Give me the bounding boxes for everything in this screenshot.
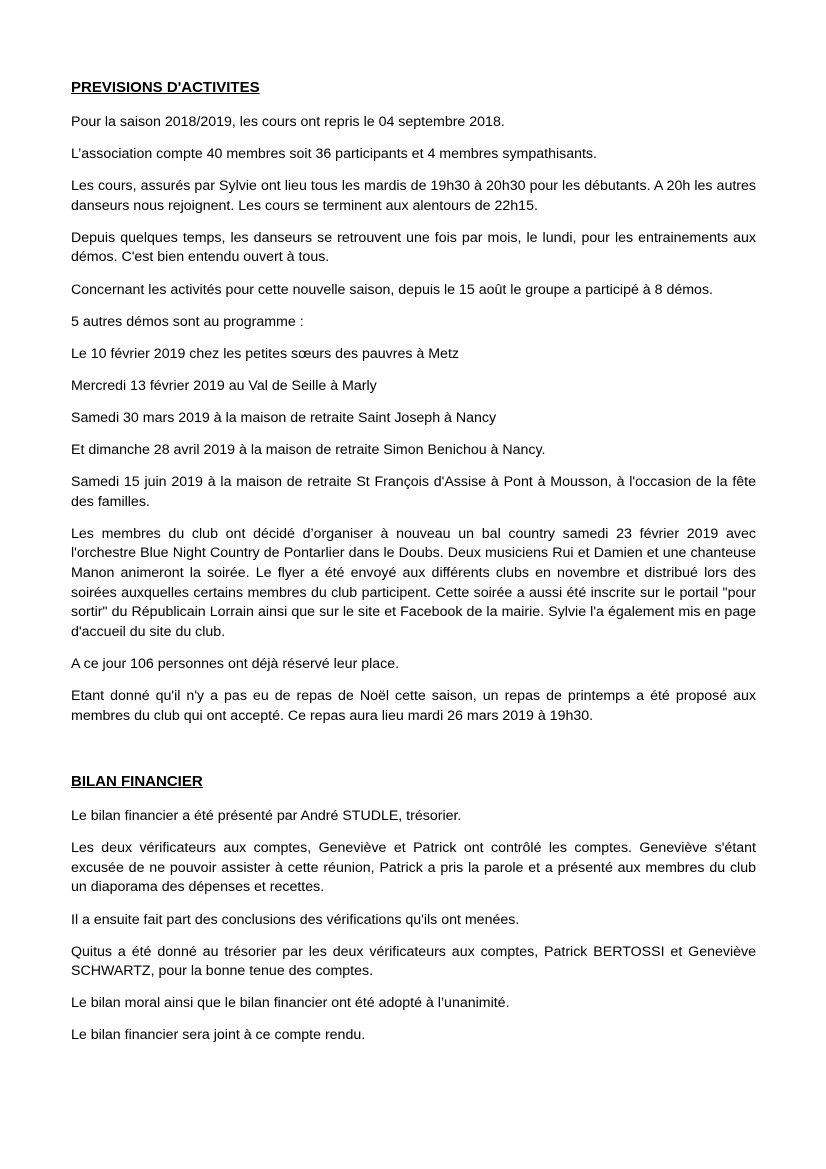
- section-title-bilan-financier: BILAN FINANCIER: [71, 773, 203, 791]
- paragraph: Mercredi 13 février 2019 au Val de Seille à Marly: [71, 377, 377, 394]
- paragraph: Le bilan financier sera joint à ce compte rendu.: [71, 1027, 366, 1044]
- paragraph: Samedi 15 juin 2019 à la maison de retraite St François d'Assise à Pont à Mousson, à l'occasion de la fête des familles.: [71, 474, 756, 510]
- paragraph: Depuis quelques temps, les danseurs se retrouvent une fois par mois, le lundi, pour les entrainements aux démos. C'est bien entendu ouvert à tous.: [71, 229, 756, 266]
- paragraph: Quitus a été donné au trésorier par les deux vérificateurs aux comptes, Patrick BERTOSSI et Geneviève SCHWARTZ, pour la bonne tenue des comptes.: [71, 943, 756, 980]
- section-title-previsions: PREVISIONS D'ACTIVITES: [71, 79, 260, 96]
- paragraph: 5 autres démos sont au programme :: [71, 313, 304, 330]
- paragraph: Le bilan financier a été présenté par André STUDLE, trésorier.: [71, 808, 462, 825]
- paragraph: Concernant les activités pour cette nouvelle saison, depuis le 15 août le groupe a participé à 8 démos.: [71, 281, 713, 298]
- paragraph: Les cours, assurés par Sylvie ont lieu tous les mardis de 19h30 à 20h30 pour les débutants. A 20h les autres danseurs nous rejoignent. Les cours se terminent aux alentours de 22h15.: [71, 178, 756, 214]
- paragraph: A ce jour 106 personnes ont déjà réservé leur place.: [71, 655, 400, 672]
- document-page: [71, 78, 756, 1046]
- paragraph: L’association compte 40 membres soit 36 participants et 4 membres sympathisants.: [71, 146, 597, 163]
- paragraph: Le 10 février 2019 chez les petites sœurs des pauvres à Metz: [71, 345, 459, 362]
- paragraph: Le bilan moral ainsi que le bilan financier ont été adopté à l’unanimité.: [71, 995, 510, 1012]
- paragraph: Pour la saison 2018/2019, les cours ont repris le 04 septembre 2018.: [71, 114, 505, 130]
- paragraph: Samedi 30 mars 2019 à la maison de retraite Saint Joseph à Nancy: [71, 409, 497, 426]
- paragraph: Les membres du club ont décidé d’organiser à nouveau un bal country samedi 23 février 2019 avec l'orchestre Blue Night Country de Pontarlier dans le Doubs. Deux musiciens Rui et Damien et une chanteuse Manon animeront la soirée. Le flyer a été envoyé aux différents clubs en novembre et distribué lors des soirées auxquelles certains membres du club participent. Cette soirée a aussi été inscrite sur le portail "pour sortir" du Républicain Lorrain ainsi que sur le site et Facebook de la mairie. Sylvie l'a également mis en page d'accueil du site du club.: [71, 525, 756, 640]
- paragraph: Les deux vérificateurs aux comptes, Geneviève et Patrick ont contrôlé les comptes. Geneviève s'étant excusée de ne pouvoir assister à cette réunion, Patrick a pris la parole et a présenté aux membres du club un diaporama des dépenses et recettes.: [71, 840, 756, 896]
- paragraph: Etant donné qu'il n'y a pas eu de repas de Noël cette saison, un repas de printemps a été proposé aux membres du club qui ont accepté. Ce repas aura lieu mardi 26 mars 2019 à 19h30.: [71, 687, 756, 724]
- paragraph: Il a ensuite fait part des conclusions des vérifications qu'ils ont menées.: [71, 911, 520, 928]
- paragraph: Et dimanche 28 avril 2019 à la maison de retraite Simon Benichou à Nancy.: [71, 442, 546, 459]
